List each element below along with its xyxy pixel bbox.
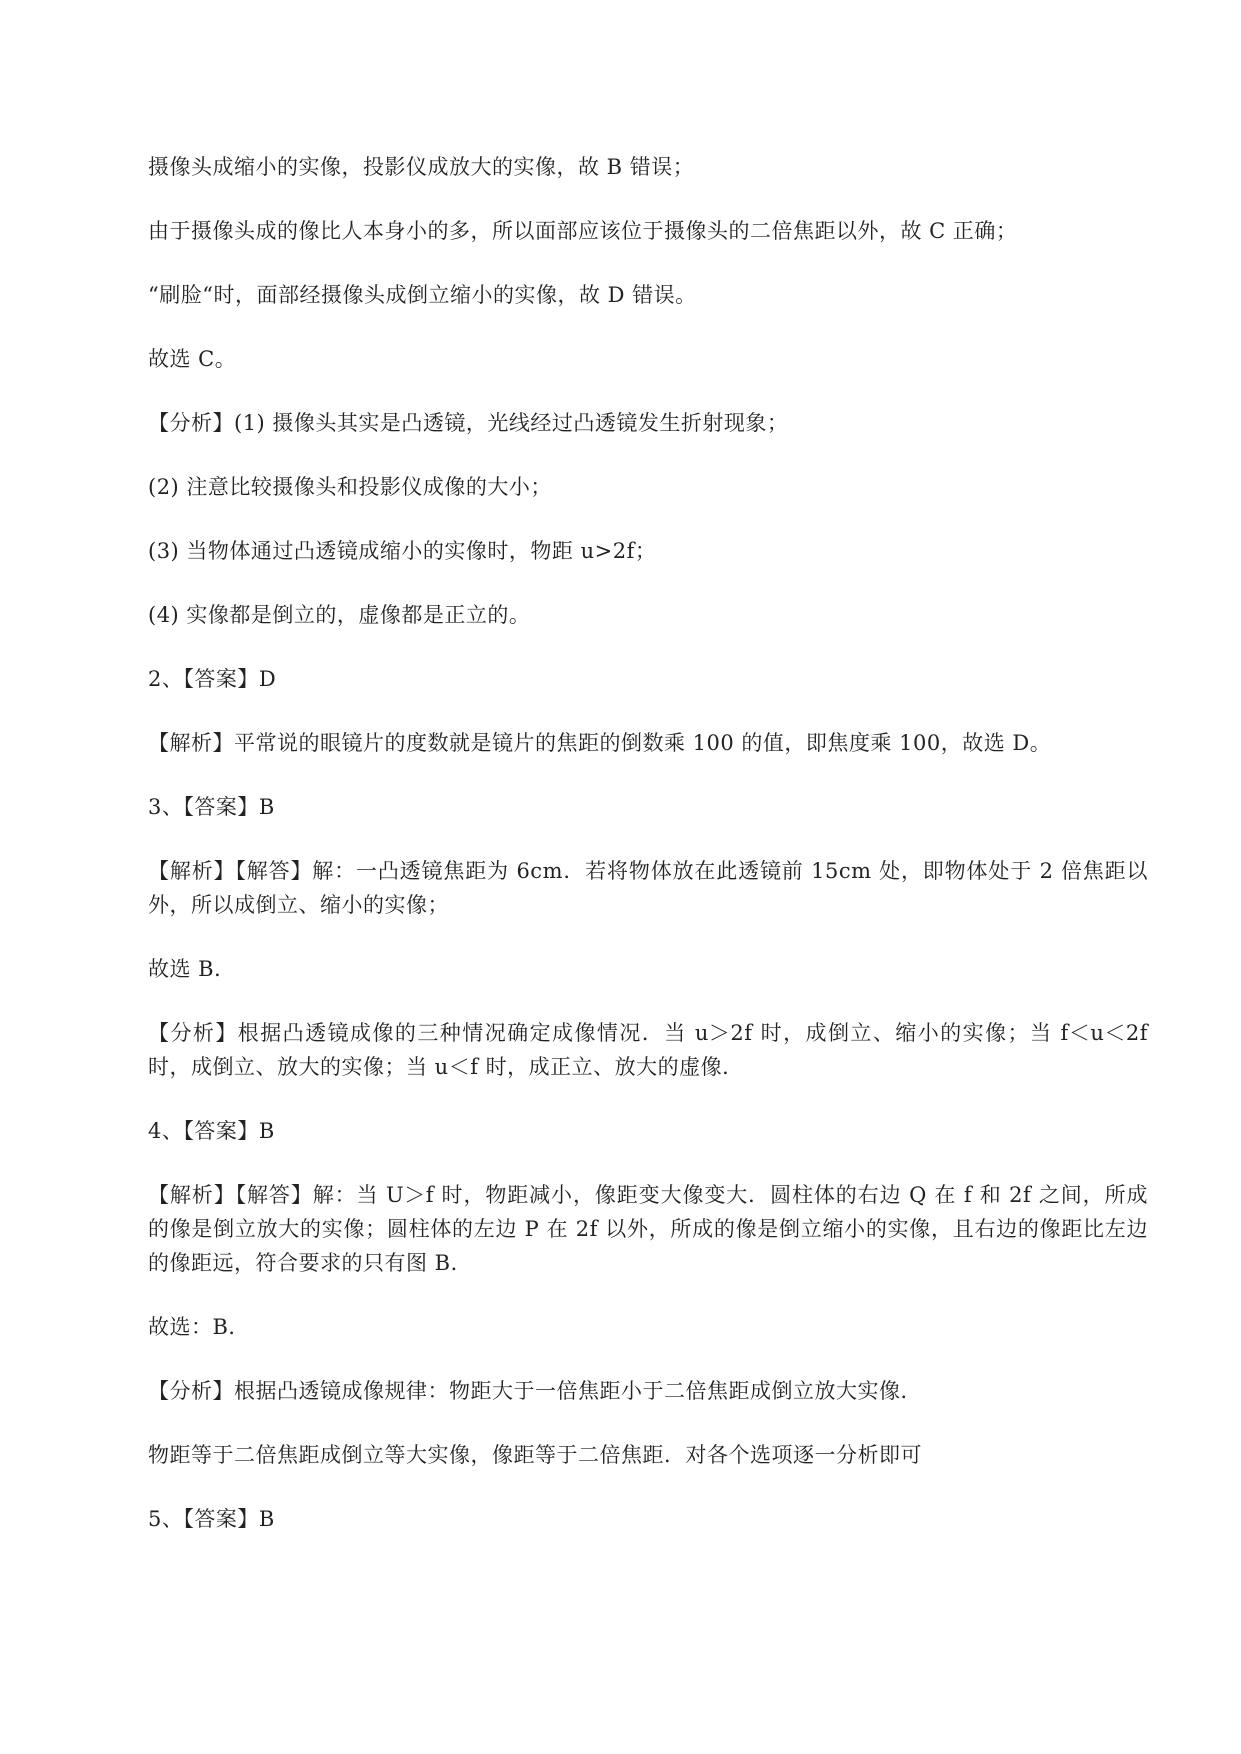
paragraph: (2) 注意比较摄像头和投影仪成像的大小； bbox=[148, 475, 552, 499]
explanation-paragraph: 【解析】【解答】解：一凸透镜焦距为 6cm．若将物体放在此透镜前 15cm 处，即物体处于 2 倍焦距以外，所以成倒立、缩小的实像； bbox=[148, 859, 1148, 917]
paragraph: (3) 当物体通过凸透镜成缩小的实像时，物距 u>2f； bbox=[148, 539, 657, 563]
paragraph: “刷脸“时，面部经摄像头成倒立缩小的实像，故 D 错误。 bbox=[148, 283, 697, 307]
answer-heading: 2、【答案】D bbox=[148, 667, 277, 691]
paragraph: (4) 实像都是倒立的，虚像都是正立的。 bbox=[148, 603, 531, 627]
answer-heading: 5、【答案】B bbox=[148, 1507, 275, 1531]
paragraph: 故选：B． bbox=[148, 1315, 250, 1339]
analysis-paragraph: 【分析】根据凸透镜成像规律：物距大于一倍焦距小于二倍焦距成倒立放大实像． bbox=[148, 1379, 922, 1403]
explanation-paragraph: 【解析】【解答】解：当 U＞f 时，物距减小，像距变大像变大．圆柱体的右边 Q 在 f 和 2f 之间，所成的像是倒立放大的实像；圆柱体的左边 P 在 2f 以外，所成的像是倒立缩小的实像，且右边的像距比左边的像距远，符合要求的只有图 B． bbox=[148, 1183, 1148, 1275]
paragraph: 由于摄像头成的像比人本身小的多，所以面部应该位于摄像头的二倍焦距以外，故 C 正确； bbox=[148, 219, 1018, 243]
explanation-paragraph: 【解析】平常说的眼镜片的度数就是镜片的焦距的倒数乘 100 的值，即焦度乘 100，故选 D。 bbox=[148, 731, 1052, 755]
answer-text-body bbox=[148, 150, 1148, 1536]
paragraph: 故选 C。 bbox=[148, 347, 237, 371]
paragraph: 故选 B． bbox=[148, 957, 236, 981]
answer-heading: 4、【答案】B bbox=[148, 1119, 275, 1143]
analysis-paragraph: 【分析】根据凸透镜成像的三种情况确定成像情况．当 u＞2f 时，成倒立、缩小的实像；当 f＜u＜2f 时，成倒立、放大的实像；当 u＜f 时，成正立、放大的虚像． bbox=[148, 1021, 1148, 1079]
paragraph: 摄像头成缩小的实像，投影仪成放大的实像，故 B 错误； bbox=[148, 155, 695, 179]
answer-heading: 3、【答案】B bbox=[148, 795, 275, 819]
analysis-paragraph: 【分析】(1) 摄像头其实是凸透镜，光线经过凸透镜发生折射现象； bbox=[148, 411, 789, 435]
paragraph: 物距等于二倍焦距成倒立等大实像，像距等于二倍焦距．对各个选项逐一分析即可 bbox=[148, 1443, 922, 1467]
